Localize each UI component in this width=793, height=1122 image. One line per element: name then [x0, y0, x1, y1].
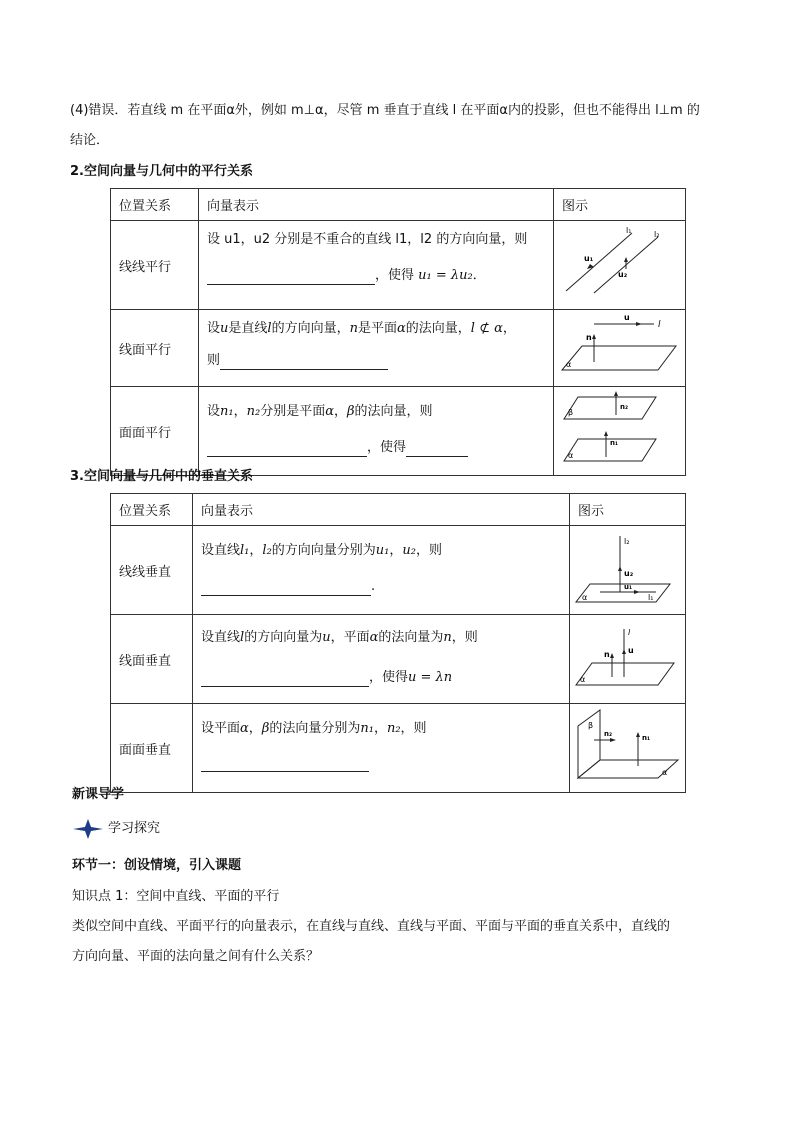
text-segment: 设: [207, 321, 221, 336]
label: α: [662, 768, 668, 777]
figure-cell: [570, 526, 686, 615]
row-label-plane-plane-perp: 面面垂直: [111, 704, 193, 793]
label: u₁: [584, 254, 594, 263]
row-text-line1: [207, 320, 516, 338]
math-u: u: [322, 630, 331, 645]
header-vector: 向量表示: [193, 494, 570, 526]
label: n₂: [604, 730, 613, 738]
row-text-line2: [201, 754, 369, 772]
math-l2: l₂: [262, 543, 272, 558]
blank-line: [201, 758, 369, 772]
section-3-title: 3.空间向量与几何中的垂直关系: [70, 469, 253, 484]
label: u₂: [624, 569, 634, 578]
row-text: [199, 221, 554, 310]
text-segment: ．: [472, 268, 486, 283]
row-text: [199, 387, 554, 476]
label: α: [582, 593, 588, 602]
knowledge-point-1: 知识点 1：空间中直线、平面的平行: [72, 889, 280, 904]
badge-label: 学习探究: [108, 821, 161, 836]
blank-line: [220, 356, 388, 370]
header-figure: 图示: [570, 494, 686, 526]
figure-line-plane-parallel: [554, 310, 686, 382]
label: α: [580, 675, 586, 684]
four-point-star-icon: [72, 818, 104, 840]
perpendicular-table: [110, 493, 686, 793]
text-segment: ，使得: [367, 440, 407, 455]
table-header-row: [111, 494, 686, 526]
math-n: n: [443, 630, 452, 645]
math-alpha: α: [325, 404, 335, 419]
text-segment: 的法向量，: [405, 321, 471, 336]
row-label-line-line-perp: 线线垂直: [111, 526, 193, 615]
label: l: [628, 628, 631, 637]
text-segment: .: [371, 579, 376, 594]
label: u: [628, 646, 634, 655]
table-row: [111, 526, 686, 615]
text-segment: ，: [233, 404, 247, 419]
text-segment: 的方向向量，: [271, 321, 350, 336]
text-segment: 的法向量分别为: [269, 721, 361, 736]
text-segment: ，则: [400, 721, 427, 736]
text-segment: 是直线: [228, 321, 268, 336]
question-line-1: 类似空间中直线、平面平行的向量表示，在直线与直线、直线与平面、平面与平面的垂直关系中，直线的: [72, 919, 671, 934]
label: l₁: [648, 593, 654, 602]
figure-cell: [554, 221, 686, 310]
row-text-line1: [201, 629, 478, 647]
text-segment: ，则: [416, 543, 443, 558]
text-segment: ，使得: [375, 268, 415, 283]
header-vector: 向量表示: [199, 189, 554, 221]
text-segment: ，则: [451, 630, 478, 645]
row-text-line2: [201, 669, 452, 687]
math-beta: β: [347, 404, 355, 419]
blank-line: [207, 443, 367, 457]
label: β: [588, 721, 594, 730]
new-lesson-heading: 新课导学: [72, 787, 125, 802]
text-segment: ，: [373, 721, 387, 736]
text-segment: ，: [389, 543, 403, 558]
label: α: [568, 451, 574, 460]
label: u₂: [618, 270, 628, 279]
row-text-line2: [207, 439, 468, 457]
row-text: [193, 526, 570, 615]
table-row: [111, 221, 686, 310]
parallel-table: [110, 188, 686, 476]
row-text-line1: [201, 720, 427, 738]
math-n1: n₁: [220, 404, 234, 419]
text-segment: ，: [249, 543, 263, 558]
figure-cell: [554, 310, 686, 387]
blank-line: [207, 271, 375, 285]
math-alpha: α: [369, 630, 379, 645]
text-segment: 分别是平面: [260, 404, 326, 419]
label: n₂: [620, 403, 629, 411]
table-row: [111, 310, 686, 387]
label: n₁: [642, 734, 651, 742]
text-segment: 设直线: [201, 630, 241, 645]
math-u2: u₂: [402, 543, 416, 558]
figure-plane-plane-parallel: [554, 387, 686, 471]
figure-plane-plane-perp: [570, 704, 686, 788]
row-text: [193, 704, 570, 793]
text-segment: ，: [248, 721, 262, 736]
table-row: [111, 615, 686, 704]
intro-line-1: (4)错误．若直线 m 在平面α外，例如 m⊥α，尽管 m 垂直于直线 l 在平面α内的投影，但也不能得出 l⊥m 的: [70, 103, 700, 118]
table-row: [111, 704, 686, 793]
figure-line-line-perp: [570, 526, 686, 610]
text-segment: 的法向量为: [378, 630, 444, 645]
figure-parallel-lines: [554, 221, 686, 305]
text-segment: 是平面: [357, 321, 397, 336]
text-segment: 设: [207, 404, 221, 419]
text-segment: ，: [502, 321, 516, 336]
text-segment: ，使得: [369, 670, 409, 685]
table-row: [111, 387, 686, 476]
row-text: [193, 615, 570, 704]
math-l-not-in-alpha: l ⊄ α: [470, 321, 503, 336]
row-label-line-line-parallel: 线线平行: [111, 221, 199, 310]
label: l₂: [654, 230, 660, 239]
row-text-line2: [207, 352, 388, 370]
step-1-heading: 环节一：创设情境，引入课题: [72, 858, 242, 873]
math-l1: l₁: [240, 543, 250, 558]
row-text-line1: 设 u1，u2 分别是不重合的直线 l1，l2 的方向向量，则: [207, 232, 528, 247]
text-segment: 则: [207, 353, 221, 368]
header-position: 位置关系: [111, 189, 199, 221]
text-segment: 的方向向量分别为: [271, 543, 376, 558]
label: l: [658, 320, 661, 330]
label: u₁: [624, 583, 633, 591]
header-position: 位置关系: [111, 494, 193, 526]
text-segment: 的方向向量为: [244, 630, 323, 645]
blank-line: [201, 582, 371, 596]
figure-cell: [570, 615, 686, 704]
text-segment: ，平面: [330, 630, 370, 645]
label: β: [568, 408, 574, 417]
row-text-line2: [207, 267, 486, 285]
row-label-line-plane-parallel: 线面平行: [111, 310, 199, 387]
text-segment: 的法向量，则: [354, 404, 433, 419]
row-text-line1: [207, 403, 433, 421]
row-text-line2: [201, 578, 375, 596]
math-n2: n₂: [246, 404, 261, 419]
label: l₂: [624, 537, 630, 546]
text-segment: 设平面: [201, 721, 241, 736]
math-l: l: [267, 321, 272, 336]
table-header-row: [111, 189, 686, 221]
formula: u = λn: [408, 670, 453, 685]
math-alpha: α: [396, 321, 406, 336]
header-figure: 图示: [554, 189, 686, 221]
math-n2: n₂: [386, 721, 401, 736]
math-alpha: α: [240, 721, 249, 736]
math-n: n: [349, 321, 358, 336]
question-line-2: 方向向量、平面的法向量之间有什么关系？: [72, 949, 320, 964]
label: n: [586, 333, 592, 342]
section-2-title: 2.空间向量与几何中的平行关系: [70, 164, 253, 179]
row-label-plane-plane-parallel: 面面平行: [111, 387, 199, 476]
math-u1: u₁: [375, 543, 390, 558]
row-label-line-plane-perp: 线面垂直: [111, 615, 193, 704]
math-u: u: [220, 321, 229, 336]
study-badge: [72, 818, 160, 840]
blank-line: [201, 673, 369, 687]
figure-cell: [570, 704, 686, 793]
label: n: [604, 650, 610, 659]
formula: u₁ = λu₂: [418, 268, 473, 283]
intro-line-2: 结论．: [70, 133, 110, 148]
text-segment: 设直线: [201, 543, 241, 558]
label: u: [624, 313, 630, 322]
figure-cell: [554, 387, 686, 476]
math-n1: n₁: [360, 721, 374, 736]
figure-line-plane-perp: [570, 615, 686, 699]
label: l₁: [626, 226, 632, 235]
row-text-line1: [201, 542, 442, 560]
row-text: [199, 310, 554, 387]
math-l: l: [240, 630, 245, 645]
label: α: [566, 360, 572, 369]
label: n₁: [610, 439, 619, 447]
text-segment: ，: [334, 404, 348, 419]
blank-line: [406, 443, 468, 457]
math-beta: β: [261, 721, 270, 736]
